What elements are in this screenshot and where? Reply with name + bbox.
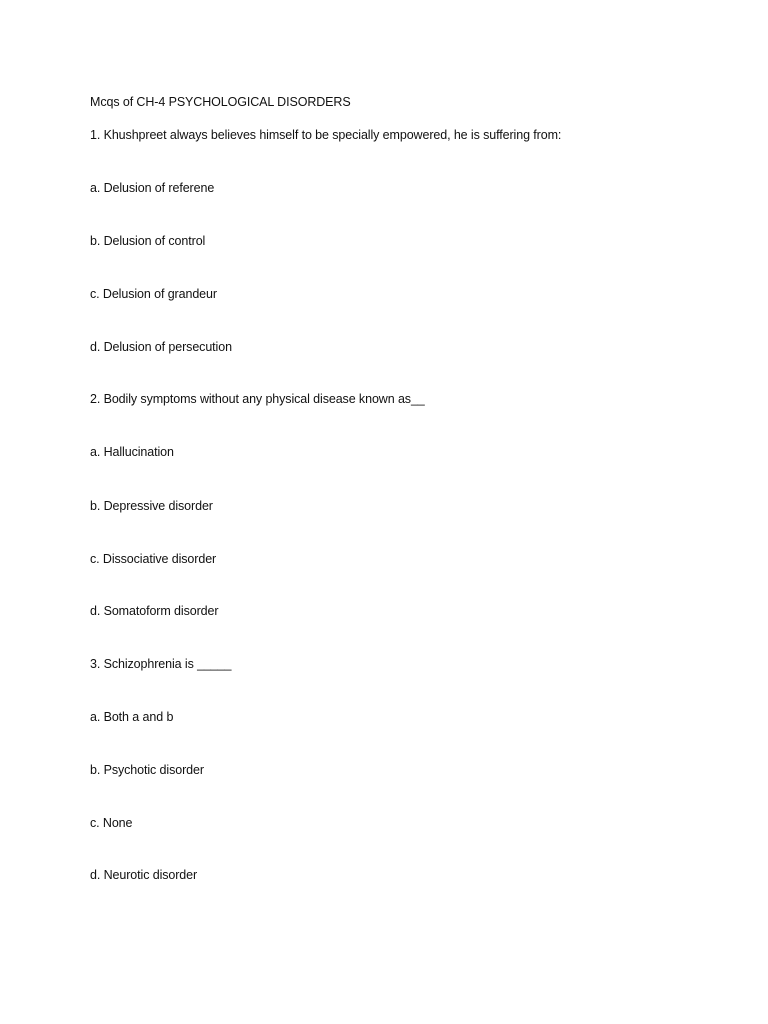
question-2-option-b: b. Depressive disorder bbox=[90, 499, 213, 513]
question-2: 2. Bodily symptoms without any physical disease known as__ bbox=[90, 392, 425, 406]
question-3-option-a: a. Both a and b bbox=[90, 710, 174, 724]
question-1-option-b: b. Delusion of control bbox=[90, 234, 206, 248]
question-3-option-b: b. Psychotic disorder bbox=[90, 763, 204, 777]
question-3-option-d: d. Neurotic disorder bbox=[90, 868, 198, 882]
question-2-option-a: a. Hallucination bbox=[90, 445, 174, 459]
question-1-option-a: a. Delusion of referene bbox=[90, 181, 215, 195]
question-1: 1. Khushpreet always believes himself to be specially empowered, he is suffering from: bbox=[90, 128, 562, 142]
question-1-option-d: d. Delusion of persecution bbox=[90, 340, 232, 354]
question-3-option-c: c. None bbox=[90, 816, 133, 830]
question-1-option-c: c. Delusion of grandeur bbox=[90, 287, 217, 301]
question-3: 3. Schizophrenia is _____ bbox=[90, 657, 232, 671]
question-2-option-c: c. Dissociative disorder bbox=[90, 552, 217, 566]
question-2-option-d: d. Somatoform disorder bbox=[90, 604, 219, 618]
document-title: Mcqs of CH-4 PSYCHOLOGICAL DISORDERS bbox=[90, 95, 351, 109]
